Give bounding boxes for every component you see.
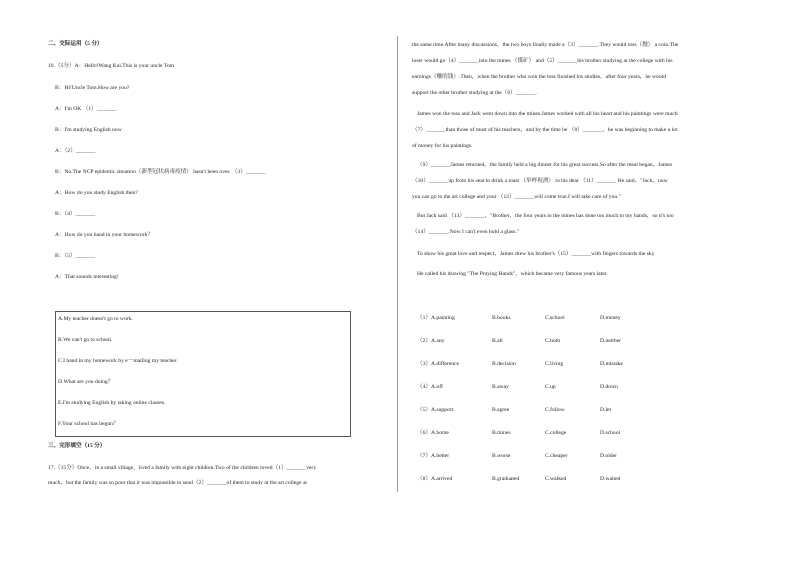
- choice-a: （8）A.arrived: [417, 476, 453, 482]
- choice-a: （7）A.better: [417, 453, 450, 459]
- dialogue-line: B：I'm studying English now: [55, 127, 122, 133]
- choice-c: C.up: [545, 384, 556, 390]
- passage-line: To show his great love and respect，James drew his brother's（15）_______with fingers towards the sky: [417, 251, 655, 257]
- choice-d: D.older: [600, 453, 617, 459]
- passage-line: （14）_______.Now I can't even hold a glass.": [412, 229, 520, 235]
- passage-line: （7）_______than those of most of his teachers，and by the time he （8）_______，he was beginning to make a lot: [412, 127, 678, 133]
- choice-a: （3）A.difference: [417, 361, 459, 367]
- choice-a: （5）A.support: [417, 407, 454, 413]
- dialogue-line: A：How do you hand in your homework？: [55, 232, 153, 238]
- dialogue-line: A：That sounds interesting!: [55, 274, 119, 280]
- dialogue-line: A：I'm OK （1）_______: [55, 106, 117, 112]
- choice-b: B.worse: [492, 453, 511, 459]
- choice-d: D.neither: [600, 338, 621, 344]
- option-item: E.I'm studying English by taking online classes.: [58, 400, 166, 406]
- passage-line: support the other brother studying at the（6）_______.: [412, 90, 537, 96]
- dialogue-line: B：Hi!Uncle Tom.How are you?: [55, 85, 130, 91]
- dialogue-line: A：（2）_______: [55, 148, 96, 154]
- passage-line: earnings（赚的钱）.Then，when the brother who won the toss finished his studies，after four years，he would: [412, 74, 666, 80]
- passage-line: But Jack said （13）_______，"Brother，the four years in the mines has done too much to my hands，so it's too: [417, 213, 674, 219]
- choice-b: B.all: [492, 338, 503, 344]
- choice-d: D.school: [600, 430, 621, 436]
- choice-b: B.away: [492, 384, 509, 390]
- column-divider: [397, 36, 398, 492]
- choice-a: （2）A.any: [417, 338, 445, 344]
- choice-b: B.mines: [492, 430, 511, 436]
- dialogue-line: B：No.The NCP epidemic situation（新型冠状病毒疫情） hasn't been over. （3）_______: [55, 169, 266, 175]
- passage-line: the same time.After many discussions，the two boys finally made a（3）_______.They would toss（抛） a coin.The: [412, 42, 679, 48]
- choice-b: B.books: [492, 315, 511, 321]
- choice-c: C.walked: [545, 476, 567, 482]
- choice-c: C.follow: [545, 407, 565, 413]
- option-item: C.I hand in my homework by e－mailing my teacher.: [58, 358, 178, 364]
- choice-d: D.money: [600, 315, 621, 321]
- choice-c: C.living: [545, 361, 564, 367]
- choice-c: C.both: [545, 338, 561, 344]
- choice-d: D.down: [600, 384, 618, 390]
- passage-line: of money for his paintings.: [412, 143, 473, 149]
- options-box: [55, 311, 351, 437]
- dialogue-line: A：How do you study English then?: [55, 190, 138, 196]
- choice-b: B.agree: [492, 407, 510, 413]
- dialogue-line: 16.（5分）A：Hello!Wang Kai.This is your uncle Tom: [48, 63, 174, 69]
- passage-line: He called his drawing "The Praying Hands"，which became very famous years later.: [417, 271, 608, 277]
- passage-line: you can go to the art college and your （12）_______will come true.I will take care of you.": [412, 194, 621, 200]
- choice-a: （4）A.off: [417, 384, 443, 390]
- option-item: F.Your school has begun？: [58, 421, 119, 427]
- choice-c: C.college: [545, 430, 567, 436]
- choice-b: B.decision: [492, 361, 516, 367]
- passage-line: James won the toss and Jack went down into the mines.James worked with all his heart and his paintings were much: [417, 111, 678, 117]
- choice-d: D.waited: [600, 476, 621, 482]
- choice-d: D.let: [600, 407, 612, 413]
- passage-line: （9）_______James returned，the family held a big dinner for his great success.So after the meal began，James: [417, 162, 672, 168]
- choice-b: B.graduated: [492, 476, 520, 482]
- cloze-line: 17.（15分）Once，in a small village，lived a family with eight children.Two of the children loved（1）_______very: [48, 465, 317, 471]
- section-2-title: 二、交际运用（5 分）: [48, 41, 103, 47]
- choice-c: C.school: [545, 315, 565, 321]
- choice-c: C.cheaper: [545, 453, 568, 459]
- choice-d: D.mistake: [600, 361, 623, 367]
- passage-line: （10）_______up from his seat to drink a toast （举杯祝酒） to his dear （11）_______ He said，"Jack，now: [412, 178, 668, 184]
- option-item: A.My teacher doesn't go to work.: [58, 316, 133, 322]
- passage-line: loser would go（4）_______into the mines （煤矿） and（5）_______his brother studying at the college with his: [412, 58, 673, 64]
- section-3-title: 三、完形填空（15 分）: [48, 443, 106, 449]
- option-item: D.What are you doing？: [58, 379, 114, 385]
- dialogue-line: B：（4）_______: [55, 211, 96, 217]
- cloze-line: much，but the family was so poor that it was impossible to send（2）_______of them to study at the art college at: [48, 480, 307, 486]
- choice-a: （1）A.painting: [417, 315, 455, 321]
- dialogue-line: B：（5）_______: [55, 253, 96, 259]
- choice-a: （6）A.home: [417, 430, 449, 436]
- option-item: B.We can't go to school.: [58, 337, 113, 343]
